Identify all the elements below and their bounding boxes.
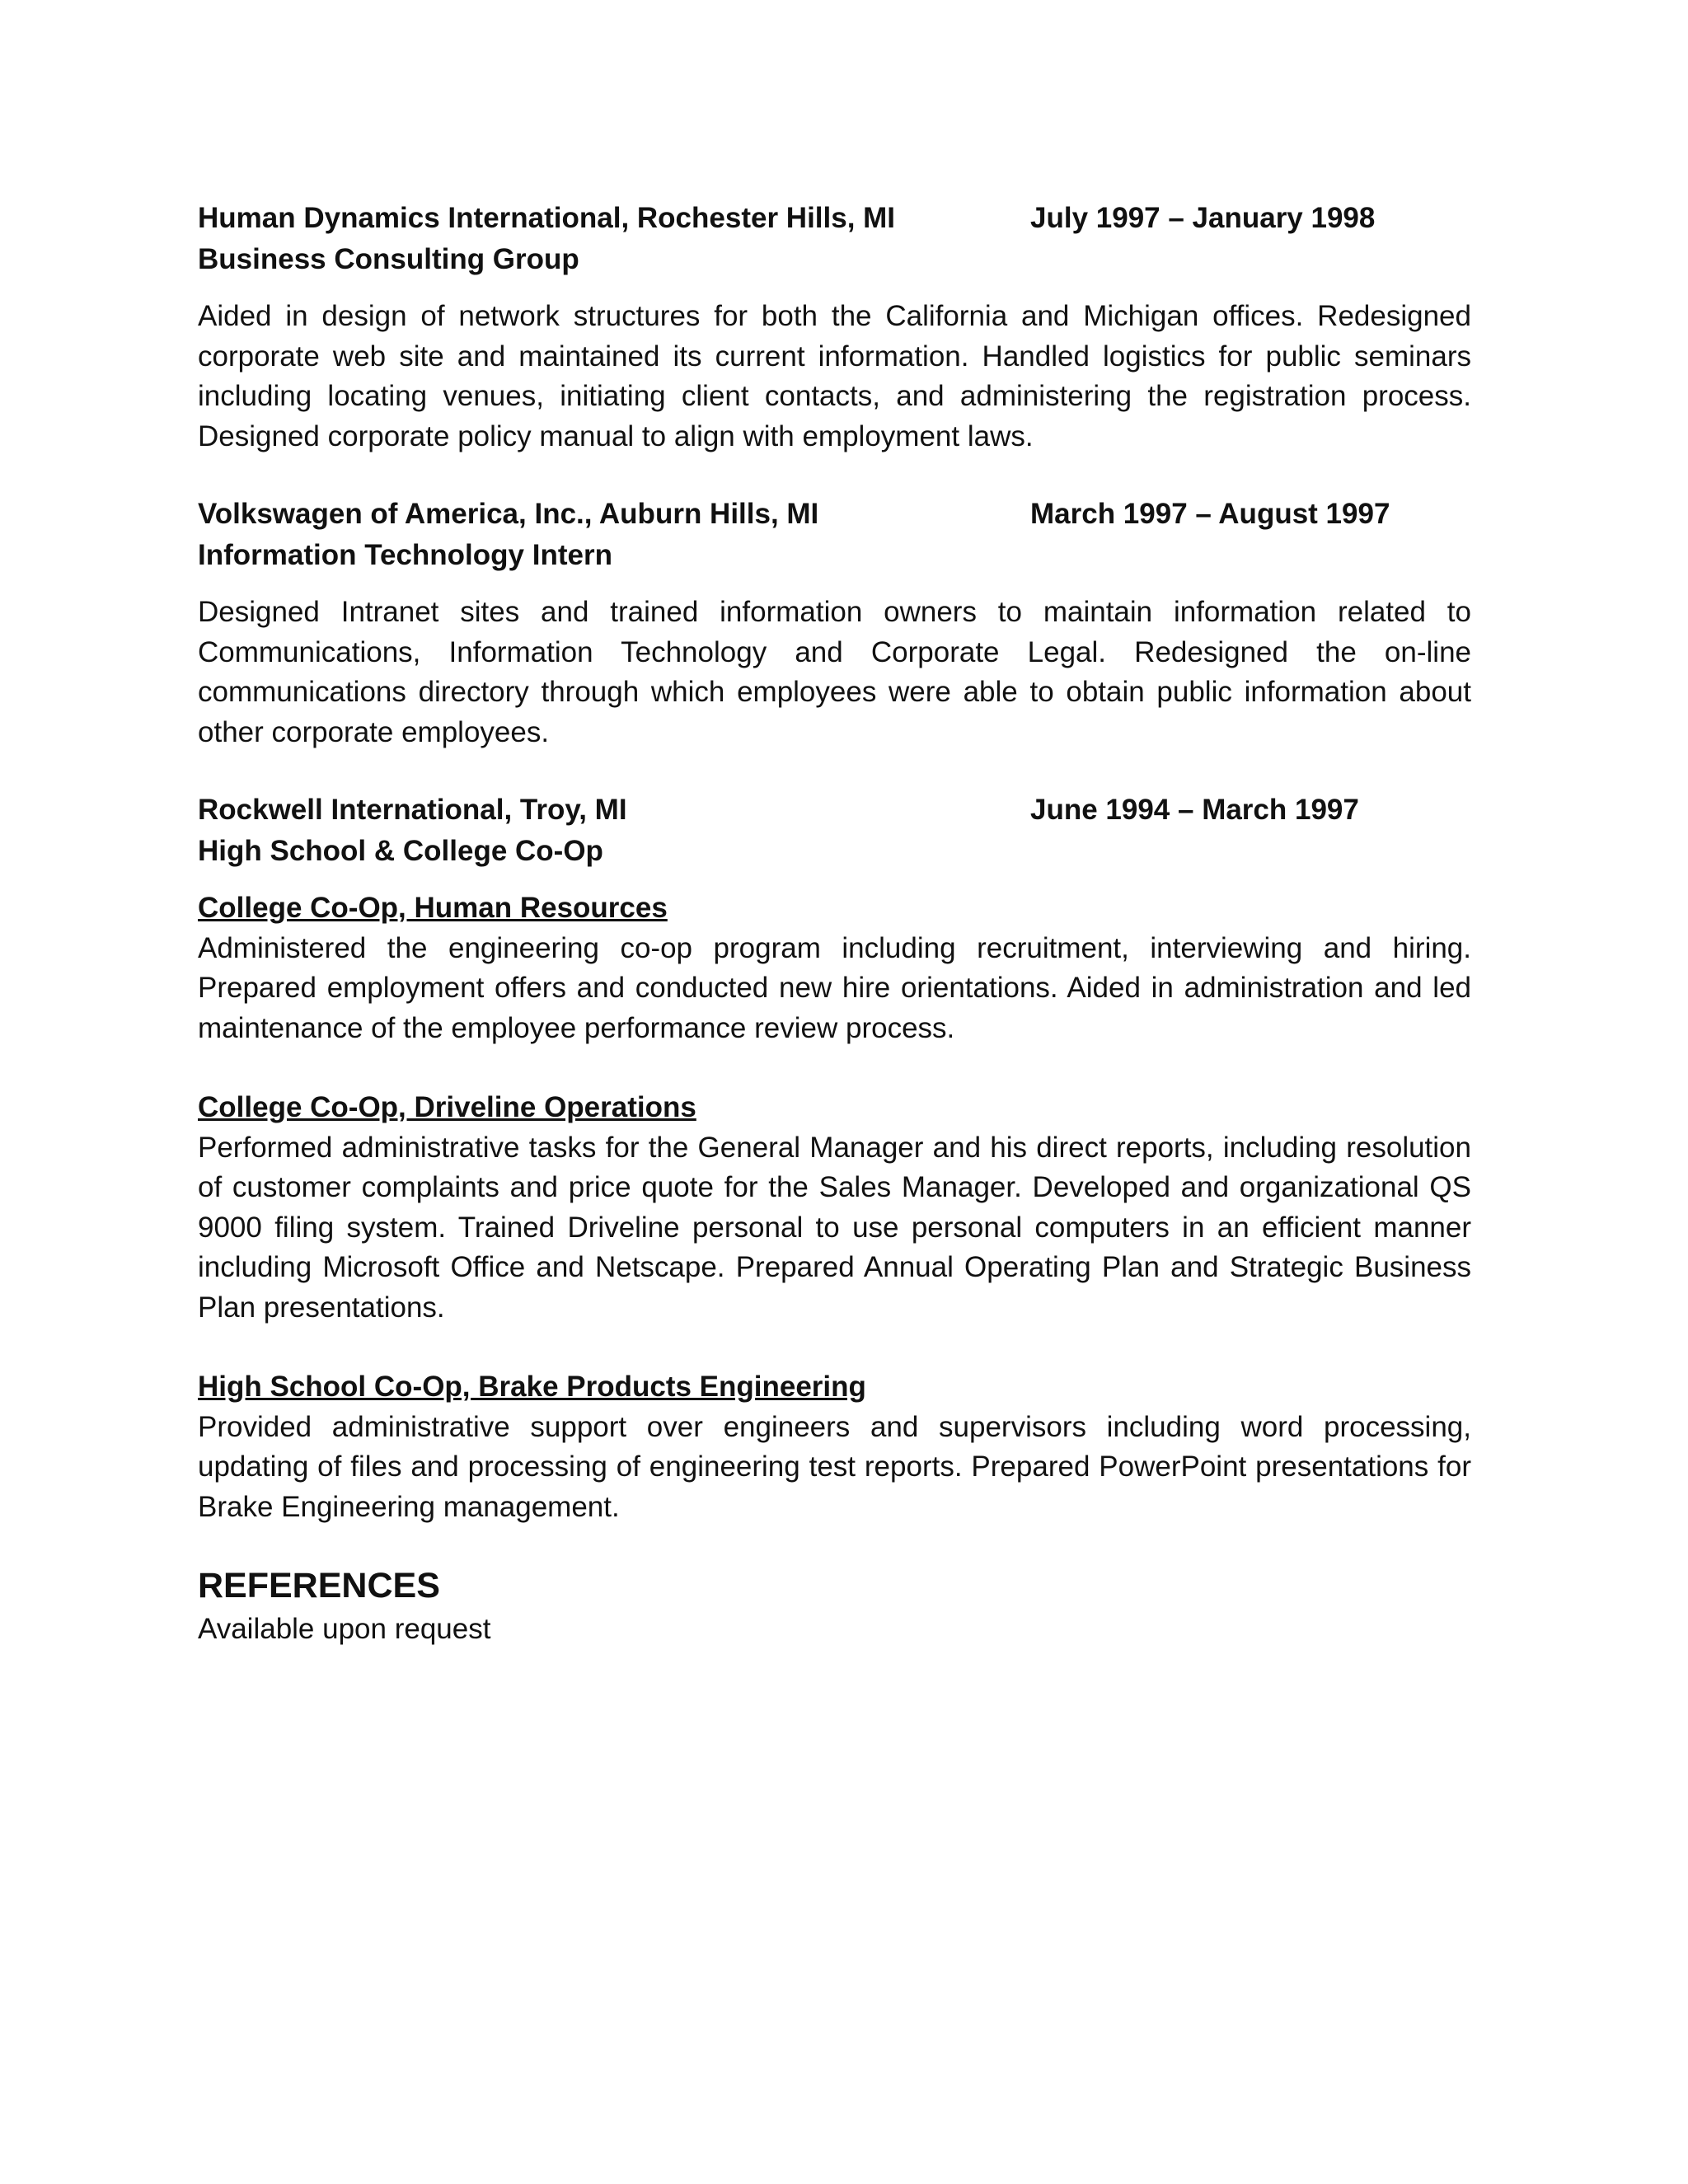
employer-name: Human Dynamics International, Rochester Hills, MI [198, 202, 896, 234]
job-header [198, 790, 1471, 831]
job-title: High School & College Co-Op [198, 835, 603, 867]
references-text: Available upon request [198, 1613, 491, 1645]
employer-name: Rockwell International, Troy, MI [198, 794, 627, 826]
job-description: Aided in design of network structures for both the California and Michigan offices. Redesigned corporate web site and maintained its current information. Handled logistics for public seminars including locating venues, initiating client contacts, and administering the registration process. Designed corporate policy manual to align with employment laws. [198, 300, 1471, 452]
role-brake-engineering [198, 1367, 1471, 1527]
job-header [198, 494, 1471, 535]
resume-page [198, 198, 1471, 1650]
job-title: Information Technology Intern [198, 539, 612, 571]
employment-dates: March 1997 – August 1997 [1030, 498, 1390, 530]
role-heading: College Co-Op, Driveline Operations [198, 1091, 696, 1123]
role-heading: College Co-Op, Human Resources [198, 892, 668, 924]
role-description: Performed administrative tasks for the General Manager and his direct reports, including resolution of customer complaints and price quote for the Sales Manager. Developed and organizational QS 9000 filing system. Trained Driveline personal to use personal computers in an efficient manner including Microsoft Office and Netscape. Prepared Annual Operating Plan and Strategic Business Plan presentations. [198, 1131, 1471, 1324]
employment-dates: June 1994 – March 1997 [1030, 794, 1359, 826]
job-header [198, 198, 1471, 239]
role-hr [198, 888, 1471, 1048]
role-driveline [198, 1088, 1471, 1328]
role-heading: High School Co-Op, Brake Products Engineering [198, 1371, 866, 1403]
role-description: Provided administrative support over engineers and supervisors including word processing, updating of files and processing of engineering test reports. Prepared PowerPoint presentations for Brake Engineering management. [198, 1410, 1471, 1523]
references-section [198, 1562, 1471, 1650]
job-human-dynamics [198, 198, 1471, 457]
employment-dates: July 1997 – January 1998 [1030, 202, 1376, 234]
job-rockwell [198, 790, 1471, 1527]
section-heading: REFERENCES [198, 1566, 440, 1605]
role-description: Administered the engineering co-op program including recruitment, interviewing and hiring. Prepared employment offers and conducted new hire orientations. Aided in administration and led maintenance of the employee performance review process. [198, 931, 1471, 1044]
job-description: Designed Intranet sites and trained information owners to maintain information related to Communications, Information Technology and Corporate Legal. Redesigned the on-line communications directory through which employees were able to obtain public information about other corporate employees. [198, 596, 1471, 748]
job-volkswagen [198, 494, 1471, 752]
job-title: Business Consulting Group [198, 243, 579, 275]
employer-name: Volkswagen of America, Inc., Auburn Hills, MI [198, 498, 819, 530]
